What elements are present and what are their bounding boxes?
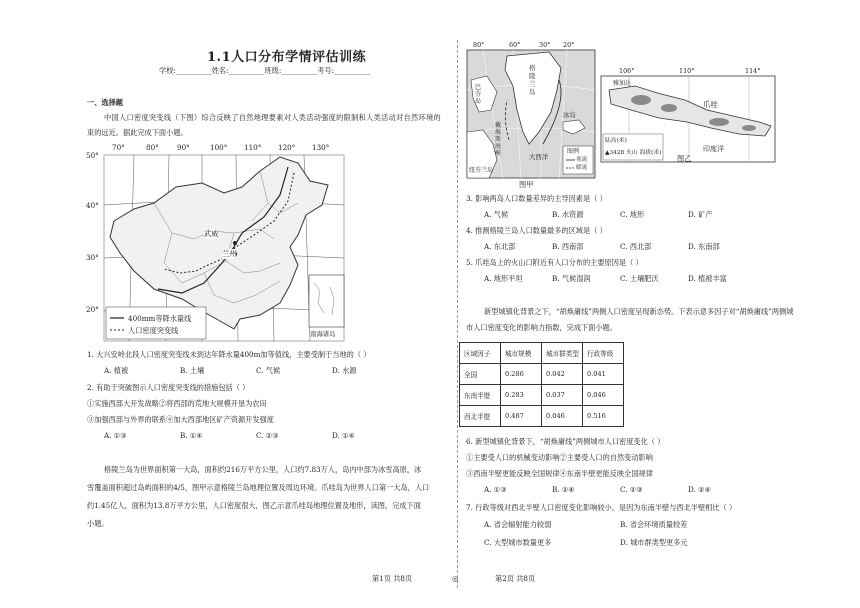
table-cell: 全国 [460,364,501,385]
table-cell: 0.037 [542,385,583,406]
jia-lon-label-20: 20° [563,41,575,49]
inset-label: 南海诸岛 [310,330,336,338]
column-divider [457,40,458,588]
q5-option-b[interactable]: B. 气候湿润 [552,274,591,283]
intro-paragraph-cont: 束的远近。据此完成下面小题。 [87,128,188,137]
table-row [460,385,624,406]
yi-legend-volcano: ▲3428 火山 海拔(米) [605,150,662,156]
q4-option-c[interactable]: C. 西北部 [620,242,652,251]
table-cell: 0.046 [583,385,624,406]
city-label-wuwei: 武威 [204,229,219,238]
table-cell: 0.516 [583,406,624,427]
q7-option-b[interactable]: B. 省会环境质量较差 [620,520,688,529]
student-info-fields: 学校:__________姓名:__________班级:__________考号:__________ [159,66,370,75]
baffin-label: 巴芬岛 [475,84,482,105]
q7-option-d[interactable]: D. 城市群类型更多元 [620,538,688,547]
fig-jia-caption: 图甲 [519,180,534,189]
table-row [460,406,624,427]
table-header-cell: 区域因子 [460,343,501,364]
factor-index-table [459,342,624,427]
table-cell: 0.487 [501,406,542,427]
java-label: 爪哇 [703,100,718,109]
q3-option-b[interactable]: B. 水资源 [552,210,584,219]
yi-legend-elevation: 陆高(米) [605,138,627,144]
question-1-stem: 1. 大兴安岭北段人口密度突变线未到达年降水量400m加等值线，主要受制于当地的（ ） [87,350,371,359]
q5-option-c[interactable]: C. 土壤肥沃 [620,274,659,283]
section-heading: 一、选择题 [87,98,123,107]
q2-item-line-1: ①实施西部大开发战略②将西部的荒地大规模开垦为农田 [87,399,267,408]
table-cell: 0.041 [583,364,624,385]
q5-option-a[interactable]: A. 地形平坦 [484,274,523,283]
q2-item-line-2: ③加强西部与外界的联系④加大西部地区矿产资源开发强度 [87,415,274,424]
fig-yi-caption: 图乙 [677,154,692,163]
q6-option-a[interactable]: A. ①③ [484,485,507,494]
q7-option-c[interactable]: C. 大型城市数量更多 [484,538,552,547]
question-5-stem: 5. 爪哇岛上的火山口附近有人口分布的主要原因是（ ） [466,258,643,267]
table-header-row [460,343,624,364]
q1-option-b[interactable]: B. 土壤 [180,366,205,375]
lat-label-50: 50° [86,151,99,160]
passage-2-line-2: 雪覆盖面积超过岛屿面积的4/5，图甲示意格陵兰岛地理位置及周边环境。爪哇岛为世界人口第一大岛，人口 [87,483,430,492]
passage-2-line-4: 小题。 [87,519,109,528]
q6-option-d[interactable]: D. ②④ [688,485,711,494]
q4-option-b[interactable]: B. 西南部 [552,242,584,251]
question-3-stem: 3. 影响两岛人口数量差异的主导因素是（ ） [466,194,607,203]
indian-ocean-label: 印度洋 [703,145,724,153]
yi-lon-label-114: 114° [745,67,761,75]
jia-lon-label-30: 30° [539,41,551,49]
passage-2-line-1: 格陵兰岛为世界面积第一大岛，面积约216万平方公里，人口约7.83万人，岛内中部为冰雪高原，冰 [104,465,422,474]
lat-label-40: 40° [86,201,99,210]
jia-lon-label-80: 80° [473,41,485,49]
q1-option-c[interactable]: C. 气候 [256,366,281,375]
table-row [460,364,624,385]
lat-label-20: 20° [86,305,99,314]
page-title: 1.1人口分布学情评估训练 [207,50,367,65]
lon-label-120: 120° [278,143,296,152]
q2-option-c[interactable]: C. ②③ [256,431,279,440]
table-cell: 0.042 [542,364,583,385]
newfoundland-label: 纽芬兰岛 [469,167,494,174]
legend-warm-current: 暖流 [576,165,588,171]
question-6-stem: 6. 新型城镇化背景下，“胡焕庸线”两侧城市人口密度变化（ ） [466,437,665,446]
lat-label-30: 30° [86,253,99,262]
davis-strait-label: 戴维斯海峡 [495,122,502,157]
passage-3-line-1: 新型城镇化背景之下，“胡焕庸线”两侧人口密度呈现新态势。下表示意多因子对“胡焕庸线”两侧城 [484,307,794,316]
q6-option-b[interactable]: B. ②④ [552,485,575,494]
lon-label-70: 70° [112,143,125,152]
greenland-map-figure [463,40,599,190]
q4-option-a[interactable]: A. 东北部 [484,242,516,251]
china-map-figure [84,143,354,345]
q7-option-a[interactable]: A. 省会辐射能力较弱 [484,520,552,529]
lon-label-90: 90° [177,143,190,152]
question-4-stem: 4. 推测格陵兰岛人口数量最多的区域是（ ） [466,226,607,235]
yi-lon-label-110: 110° [679,67,695,75]
jakarta-label: 雅加达 [613,80,632,87]
table-cell: 0.046 [542,406,583,427]
atlantic-label: 大西洋 [529,153,549,161]
passage-2-line-3: 约1.45亿人，面积为13.8万平方公里，人口密度很大，图乙示意爪哇岛地理位置及地形，读图，完成下面 [87,501,421,510]
q3-option-a[interactable]: A. 气候 [484,210,509,219]
table-cell: 西北半壁 [460,406,501,427]
q6-option-c[interactable]: C. ②③ [620,485,643,494]
q6-item-line-1: ①主要受人口的机械变动影响②主要受人口的自然变动影响 [466,453,653,462]
intro-paragraph: 中国人口密度突变线（下图）综合反映了自然地理要素对人类活动强度的限制和人类活动对自然环境的 [104,113,441,122]
city-label-lanzhou: 兰州 [222,249,237,258]
q2-option-b[interactable]: B. ①④ [180,431,203,440]
legend-density-line: 人口密度突变线 [128,326,179,335]
q1-option-a[interactable]: A. 植被 [104,366,129,375]
jia-lon-label-60: 60° [509,41,521,49]
table-cell: 东南半壁 [460,385,501,406]
page-number-left: 第1页 共8页 [372,574,413,583]
table-header-cell: 城市群类型 [542,343,583,364]
legend-precip-line: 400mm等降水量线 [128,314,192,323]
passage-3-line-2: 市人口密度变化的影响力指数，完成下面小题。 [466,323,617,332]
iceland-label: 冰岛 [563,111,576,119]
q5-option-d[interactable]: D. 植被丰富 [688,274,727,283]
q4-option-d[interactable]: D. 东南部 [688,242,720,251]
jia-legend-title: 图例 [567,148,580,155]
table-header-cell: 行政等级 [583,343,624,364]
table-cell: 0.283 [501,385,542,406]
q3-option-c[interactable]: C. 地形 [620,210,645,219]
q2-option-d[interactable]: D. ①④ [332,431,355,440]
yi-lon-label-106: 106° [619,67,635,75]
legend-cold-current: 寒流 [576,157,588,163]
java-map-figure [599,66,777,166]
lon-label-100: 100° [210,143,228,152]
question-2-stem: 2. 有助于突破图示人口密度突变线的措施包括（ ） [87,383,250,392]
greenland-label: 格陵兰岛 [529,64,536,96]
q3-option-d[interactable]: D. 矿产 [688,210,713,219]
q2-option-a[interactable]: A. ①③ [104,431,127,440]
lon-label-130: 130° [312,143,330,152]
table-cell: 0.286 [501,364,542,385]
q6-item-line-2: ③西南半壁更能反映全国规律④东南半壁更能反映全国规律 [466,469,653,478]
lon-label-110: 110° [244,143,262,152]
table-header-cell: 城市规模 [501,343,542,364]
question-7-stem: 7. 行政等级对西北半壁人口密度变化影响较小，是因为东南半壁与西北半壁相比（ ） [466,503,737,512]
footer-separator-icon: ◎ [452,574,459,583]
lon-label-80: 80° [146,143,159,152]
page-number-right: 第2页 共8页 [495,574,536,583]
q1-option-d[interactable]: D. 水源 [332,366,357,375]
